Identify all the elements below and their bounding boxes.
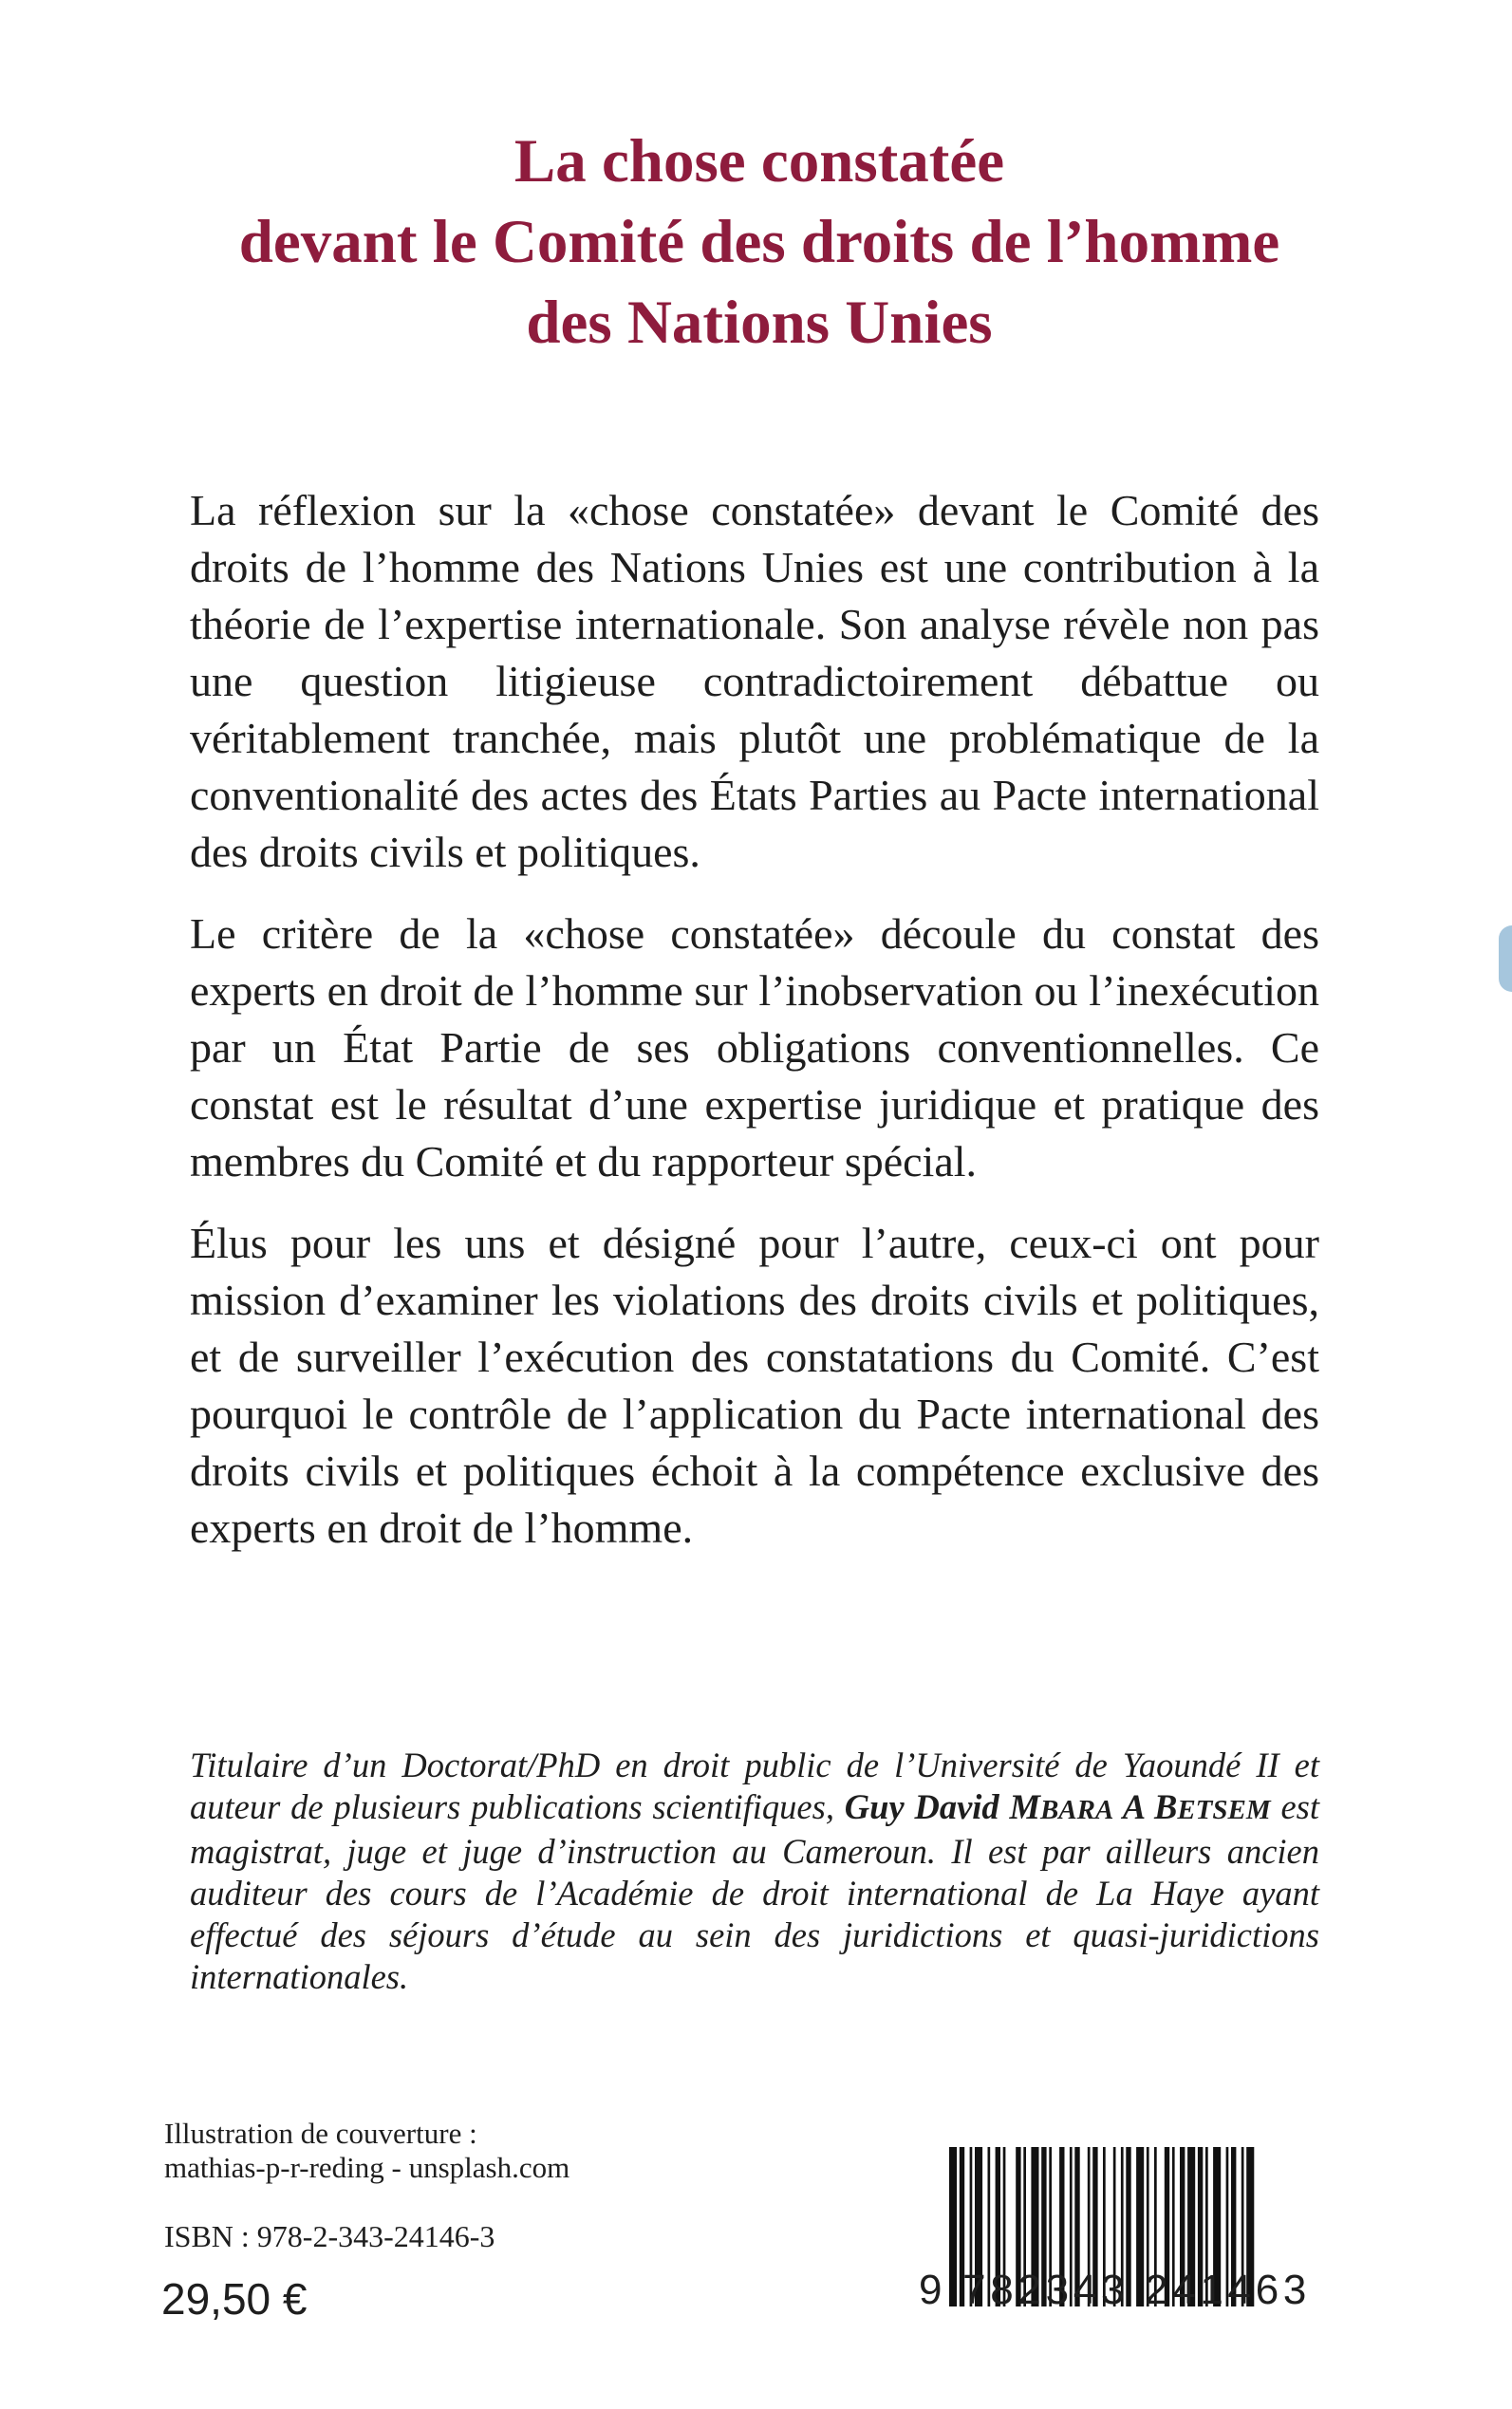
blurb-paragraph-2: Le critère de la «chose constatée» découle du constat des experts en droit de l’homme sur l’inobservation ou l’inexécution par un État Partie de ses obligations conventionnelles. Ce constat est le résultat d’une expertise juridique et pratique des membres du Comité et du rapporteur spécial. bbox=[190, 909, 1319, 1186]
barcode-digits: 9 782343 241463 bbox=[919, 2267, 1312, 2313]
bio-text-start: Titulaire d’un Doctorat/PhD en droit public de l’Université de Yaoundé II et auteur de plusieurs publications scientifiques, bbox=[190, 1746, 1319, 1826]
author-bio bbox=[190, 1745, 1319, 1998]
bio-text-end: est magistrat, juge et juge d’instruction au Cameroun. Il est par ailleurs ancien auditeur des cours de l’Académie de droit international de La Haye ayant effectué des séjours d’étude au sein des juridictions et quasi-juridictions internationales. bbox=[190, 1787, 1320, 1996]
blurb-paragraph-3: Élus pour les uns et désigné pour l’autre, ceux-ci ont pour mission d’examiner les violations des droits civils et politiques, et de surveiller l’exécution des constatations du Comité. C’est pourquoi le contrôle de l’application du Pacte international des droits civils et politiques échoit à la compétence exclusive des experts en droit de l’homme. bbox=[190, 1219, 1319, 1552]
title-line-1: La chose constatée bbox=[513, 127, 1005, 196]
book-title bbox=[76, 121, 1443, 364]
edge-mark bbox=[1499, 925, 1512, 992]
credit-line-2: mathias-p-r-reding - unsplash.com bbox=[164, 2151, 570, 2184]
title-line-3: des Nations Unies bbox=[526, 289, 993, 357]
credit-line-1: Illustration de couverture : bbox=[164, 2117, 477, 2150]
author-name: Guy David MBARA A BETSEM bbox=[844, 1787, 1271, 1826]
isbn: ISBN : 978-2-343-24146-3 bbox=[164, 2219, 495, 2253]
blurb-paragraph-1: La réflexion sur la «chose constatée» devant le Comité des droits de l’homme des Nations Unies est une contribution à la théorie de l’expertise internationale. Son analyse révèle non pas une question litigieuse contradictoirement débattue ou véritablement tranchée, mais plutôt une problématique de la conventionalité des actes des États Parties au Pacte international des droits civils et politiques. bbox=[190, 486, 1319, 876]
price: 29,50 € bbox=[161, 2274, 308, 2324]
blurb bbox=[190, 482, 1319, 1581]
cover-credit bbox=[164, 2117, 569, 2185]
title-line-2: devant le Comité des droits de l’homme bbox=[238, 208, 1280, 276]
